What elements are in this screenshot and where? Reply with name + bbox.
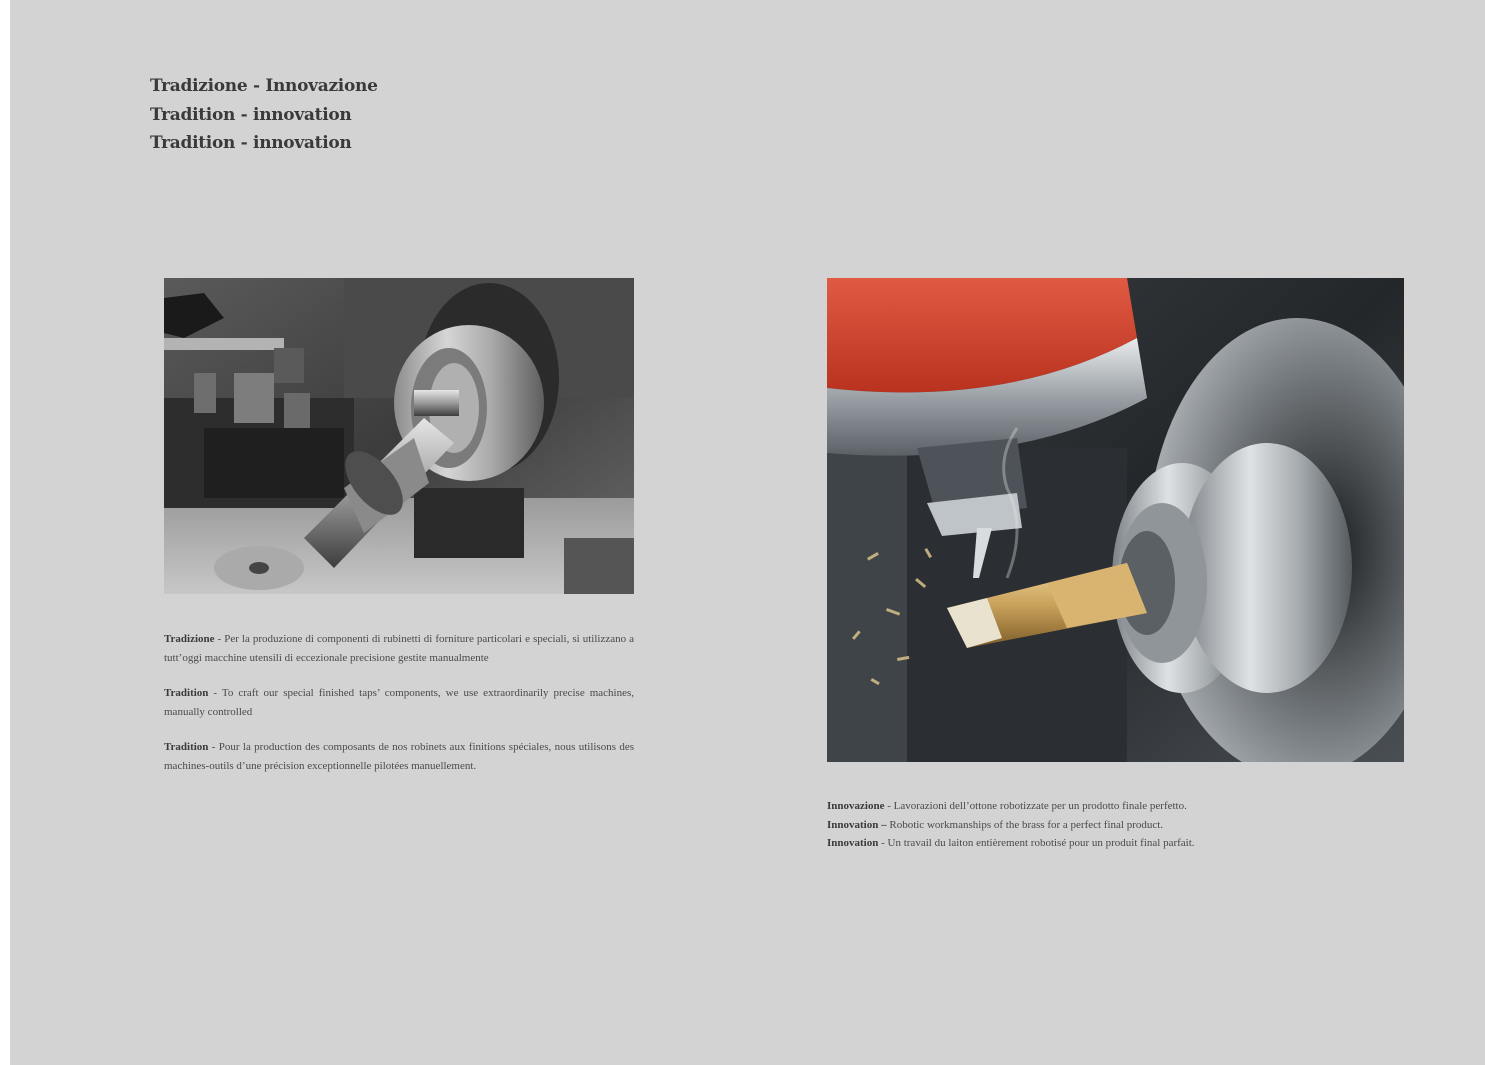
- caption-lead: Innovation: [827, 837, 879, 849]
- innovation-captions: [827, 797, 1404, 853]
- title-line-english: Tradition - innovation: [150, 104, 352, 125]
- cnc-illustration: [827, 278, 1404, 762]
- caption-lead: Innovazione: [827, 800, 885, 812]
- caption-english: [827, 816, 1404, 835]
- lathe-photo: [164, 278, 634, 594]
- caption-text: - Per la produzione di componenti di rubinetti di forniture particolari e speciali, si utilizzano a tutt’oggi macchine utensili di eccezionale precisione gestite manualmente: [164, 633, 634, 664]
- caption-lead: Tradizione: [164, 633, 215, 645]
- caption-text: Robotic workmanships of the brass for a perfect final product.: [886, 818, 1164, 831]
- title-line-italian: Tradizione - Innovazione: [150, 76, 378, 96]
- caption-french: [827, 834, 1404, 853]
- brochure-page: [10, 0, 1485, 1065]
- caption-text: - Lavorazioni dell’ottone robotizzate per un prodotto finale perfetto.: [884, 800, 1187, 812]
- caption-italian: [827, 797, 1404, 816]
- title-line-french: Tradition - innovation: [150, 133, 352, 153]
- caption-french: [164, 738, 634, 775]
- caption-text: - Un travail du laiton entièrement robotisé pour un produit final parfait.: [878, 837, 1195, 849]
- tradition-captions: [164, 630, 634, 792]
- cnc-machine-photo: [827, 278, 1404, 762]
- caption-lead: Tradition: [164, 741, 209, 753]
- caption-lead: Innovation –: [827, 818, 887, 831]
- page-title: [150, 72, 378, 158]
- caption-italian: [164, 630, 634, 667]
- caption-lead: Tradition: [164, 687, 209, 699]
- caption-text: - Pour la production des composants de nos robinets aux finitions spéciales, nous utilisons des machines-outils d’une précision exceptionnelle pilotées manuellement.: [164, 741, 634, 772]
- caption-english: [164, 684, 634, 721]
- lathe-illustration: [164, 278, 634, 594]
- caption-text: - To craft our special finished taps’ components, we use extraordinarily precise machines, manually controlled: [164, 687, 634, 718]
